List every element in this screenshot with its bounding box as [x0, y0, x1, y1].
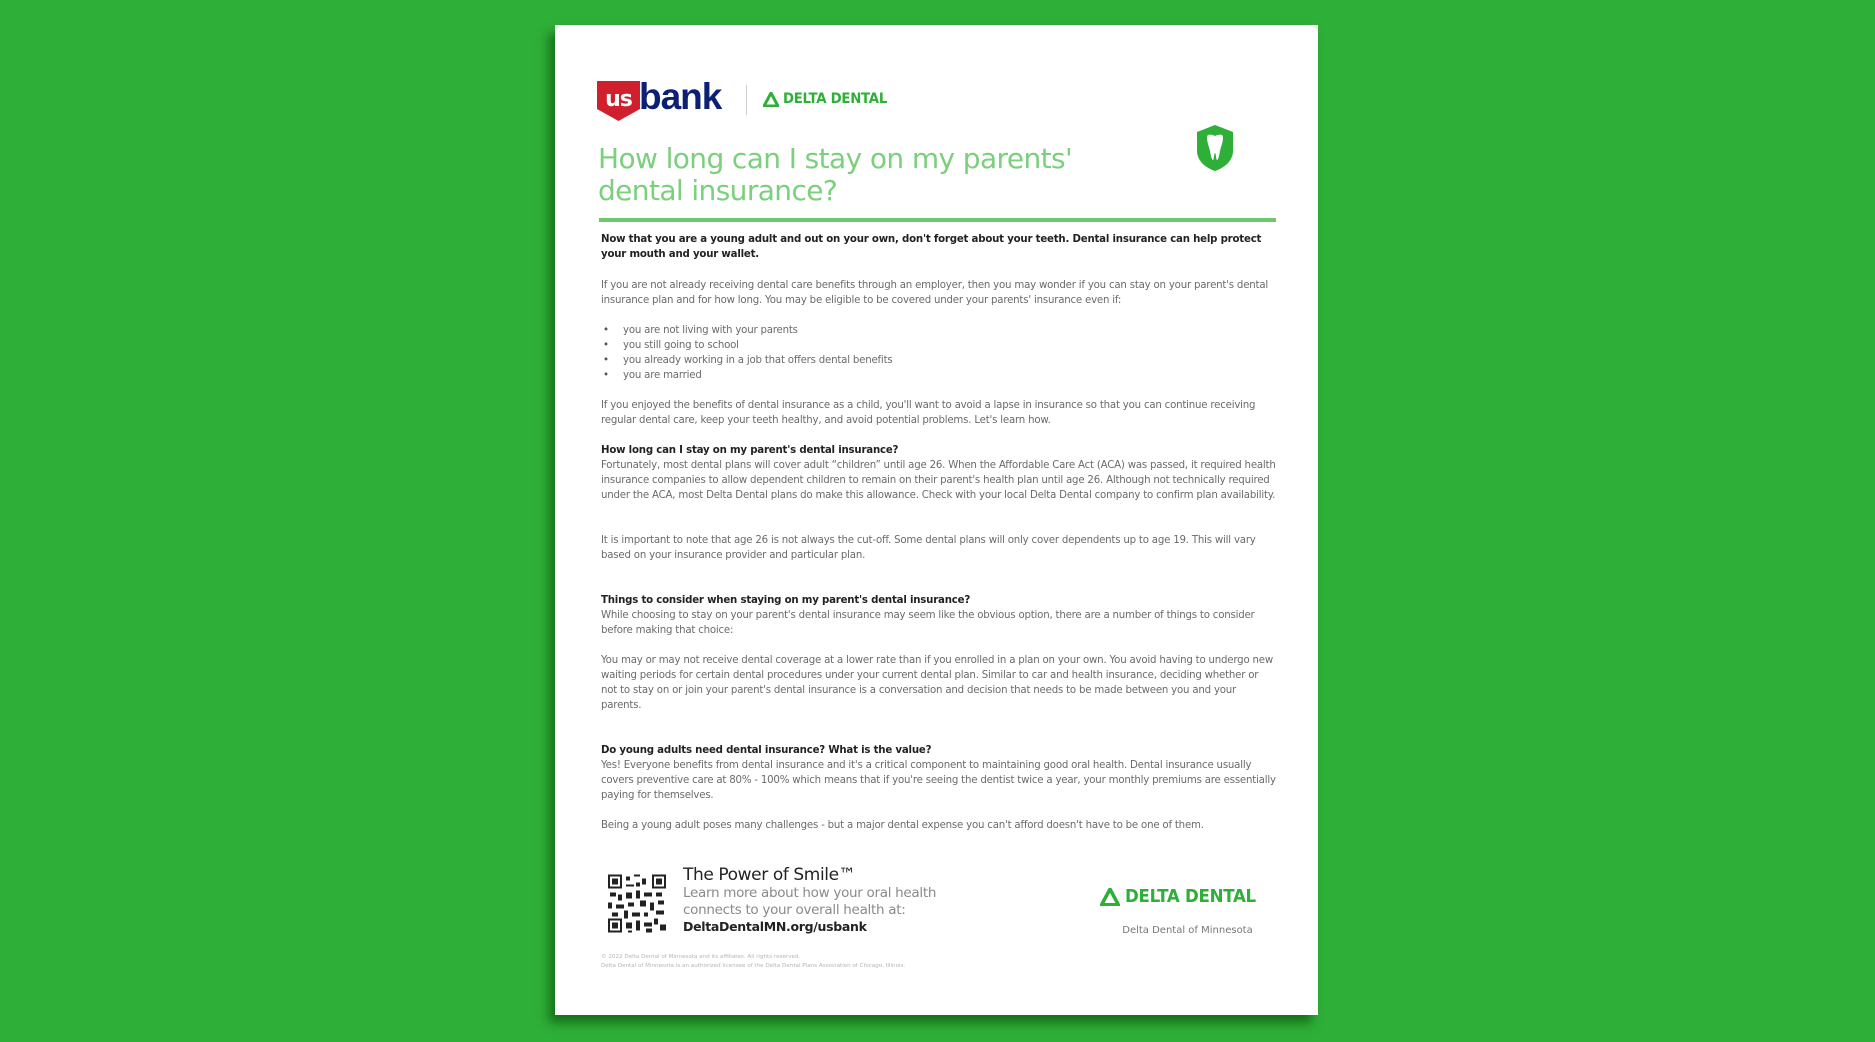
svg-text:us: us [605, 87, 632, 112]
usbank-wordmark: bank [639, 76, 722, 117]
section-paragraph: Yes! Everyone benefits from dental insurance and it's a critical component to maintaining good oral health. Dental insurance usually covers preventive care at 80% - 100% which means that if you're seeing the dentist twice a year, your monthly premiums are essentially paying for themselves. [601, 760, 1276, 801]
promo-link[interactable]: DeltaDentalMN.org/usbank [683, 919, 867, 934]
list-item: • you are married [601, 368, 1277, 383]
delta-dental-logo-footer [1100, 887, 1263, 907]
title-divider-rule [599, 218, 1276, 222]
copyright-line: © 2022 Delta Dental of Minnesota and its affiliates. All rights reserved. [601, 954, 801, 960]
section-paragraph: Being a young adult poses many challenges - but a major dental expense you can't afford doesn't have to be one of them. [601, 820, 1204, 831]
delta-dental-logo-header [763, 88, 892, 110]
qr-code-icon[interactable] [608, 874, 666, 933]
delta-dental-wordmark: DELTA DENTAL [783, 91, 888, 107]
section-paragraph: While choosing to stay on your parent's dental insurance may seem like the obvious option, there are a number of things to consider before making that choice: [601, 610, 1255, 636]
tooth-shield-icon [1193, 123, 1237, 173]
eligibility-paragraph: If you are not already receiving dental care benefits through an employer, then you may wonder if you can stay on your parent's dental insurance plan and for how long. You may be eligible to be covered under your parents' insurance even if: [601, 280, 1268, 306]
section-paragraph: You may or may not receive dental coverage at a lower rate than if you enrolled in a plan on your own. You avoid having to undergo new waiting periods for certain dental procedures under your current dental plan. Similar to car and health insurance, deciding whether or not to stay on or join your parent's dental insurance is a conversation and decision that needs to be made between you and your parents. [601, 655, 1273, 711]
delta-dental-subtitle: Delta Dental of Minnesota [1122, 925, 1253, 936]
copyright-line: Delta Dental of Minnesota is an authorized licensee of the Delta Dental Plans Association of Chicago, Illinois. [601, 963, 906, 969]
delta-triangle-icon [1100, 888, 1120, 906]
section-heading-value: Do young adults need dental insurance? What is the value? [601, 745, 932, 756]
section-heading-how-long: How long can I stay on my parent's dental insurance? [601, 445, 899, 456]
promo-title: The Power of Smile™ [683, 865, 856, 885]
intro-paragraph: Now that you are a young adult and out on your own, don't forget about your teeth. Dental insurance can help protect your mouth and your wallet. [601, 234, 1262, 260]
delta-triangle-icon [763, 92, 779, 107]
promo-text: Learn more about how your oral health connects to your overall health at: [683, 885, 937, 918]
list-item: • you already working in a job that offers dental benefits [601, 353, 1277, 368]
list-item: • you are not living with your parents [601, 323, 1277, 338]
copyright-notice [601, 953, 905, 971]
page-title: How long can I stay on my parents' dental insurance? [598, 142, 1073, 207]
document-page [555, 25, 1318, 1015]
section-paragraph: Fortunately, most dental plans will cover adult “children” until age 26. When the Affordable Care Act (ACA) was passed, it required health insurance companies to allow dependent children to remain on their parent's health plan until age 26. Although not technically required under the ACA, most Delta Dental plans do make this allowance. Check with your local Delta Dental company to confirm plan availability. [601, 460, 1276, 501]
delta-dental-wordmark: DELTA DENTAL [1125, 887, 1256, 907]
lapse-paragraph: If you enjoyed the benefits of dental insurance as a child, you'll want to avoid a lapse in insurance so that you can continue receiving regular dental care, keep your teeth healthy, and avoid potential problems. Let's learn how. [601, 400, 1256, 426]
section-paragraph: It is important to note that age 26 is not always the cut-off. Some dental plans will only cover dependents up to age 19. This will vary based on your insurance provider and particular plan. [601, 535, 1256, 561]
section-heading-things-to-consider: Things to consider when staying on my parent's dental insurance? [601, 595, 971, 606]
logo-divider [746, 85, 747, 115]
usbank-shield-logo-icon [597, 81, 640, 121]
eligibility-list [601, 323, 1277, 383]
list-item: • you still going to school [601, 338, 1277, 353]
